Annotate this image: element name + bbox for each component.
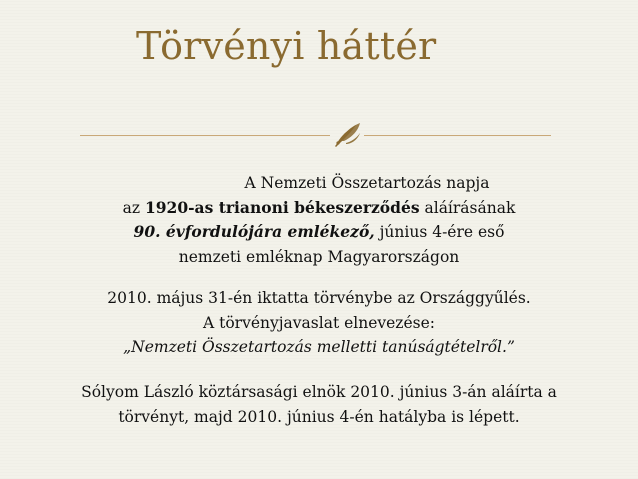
paragraph3-line1: Sólyom László köztársasági elnök 2010. június 3-án aláírta a — [81, 383, 557, 401]
trianon-treaty-text: 1920-as trianoni békeszerződés — [144, 197, 420, 217]
paragraph2-line2: A törvényjavaslat elnevezése: — [202, 313, 435, 332]
paragraph1-line1: A Nemzeti Összetartozás napja — [244, 174, 490, 192]
paragraph1-line2-post: aláírásának — [419, 198, 516, 217]
fleuron-icon — [332, 119, 364, 149]
paragraph-signature — [0, 380, 638, 429]
slide-title: Törvényi háttér — [136, 24, 437, 68]
paragraph-emleknap — [0, 171, 638, 269]
paragraph1-line4: nemzeti emléknap Magyarországon — [178, 247, 460, 266]
anniversary-text: 90. évfordulójára emlékező, — [133, 222, 375, 241]
divider-right — [364, 135, 551, 136]
paragraph1-line3-post: június 4-ére eső — [374, 223, 505, 241]
paragraph-legislation — [0, 286, 638, 360]
paragraph1-line3 — [0, 220, 638, 245]
paragraph3-line2: törvényt, majd 2010. június 4-én hatályba is lépett. — [118, 407, 520, 426]
divider-left — [80, 135, 330, 136]
law-name: „Nemzeti Összetartozás melletti tanúságtételről.” — [123, 338, 515, 356]
paragraph1-line2-pre: az — [122, 198, 145, 217]
paragraph1-line2 — [0, 196, 638, 221]
paragraph2-line1: 2010. május 31-én iktatta törvénybe az Országgyűlés. — [107, 289, 531, 307]
